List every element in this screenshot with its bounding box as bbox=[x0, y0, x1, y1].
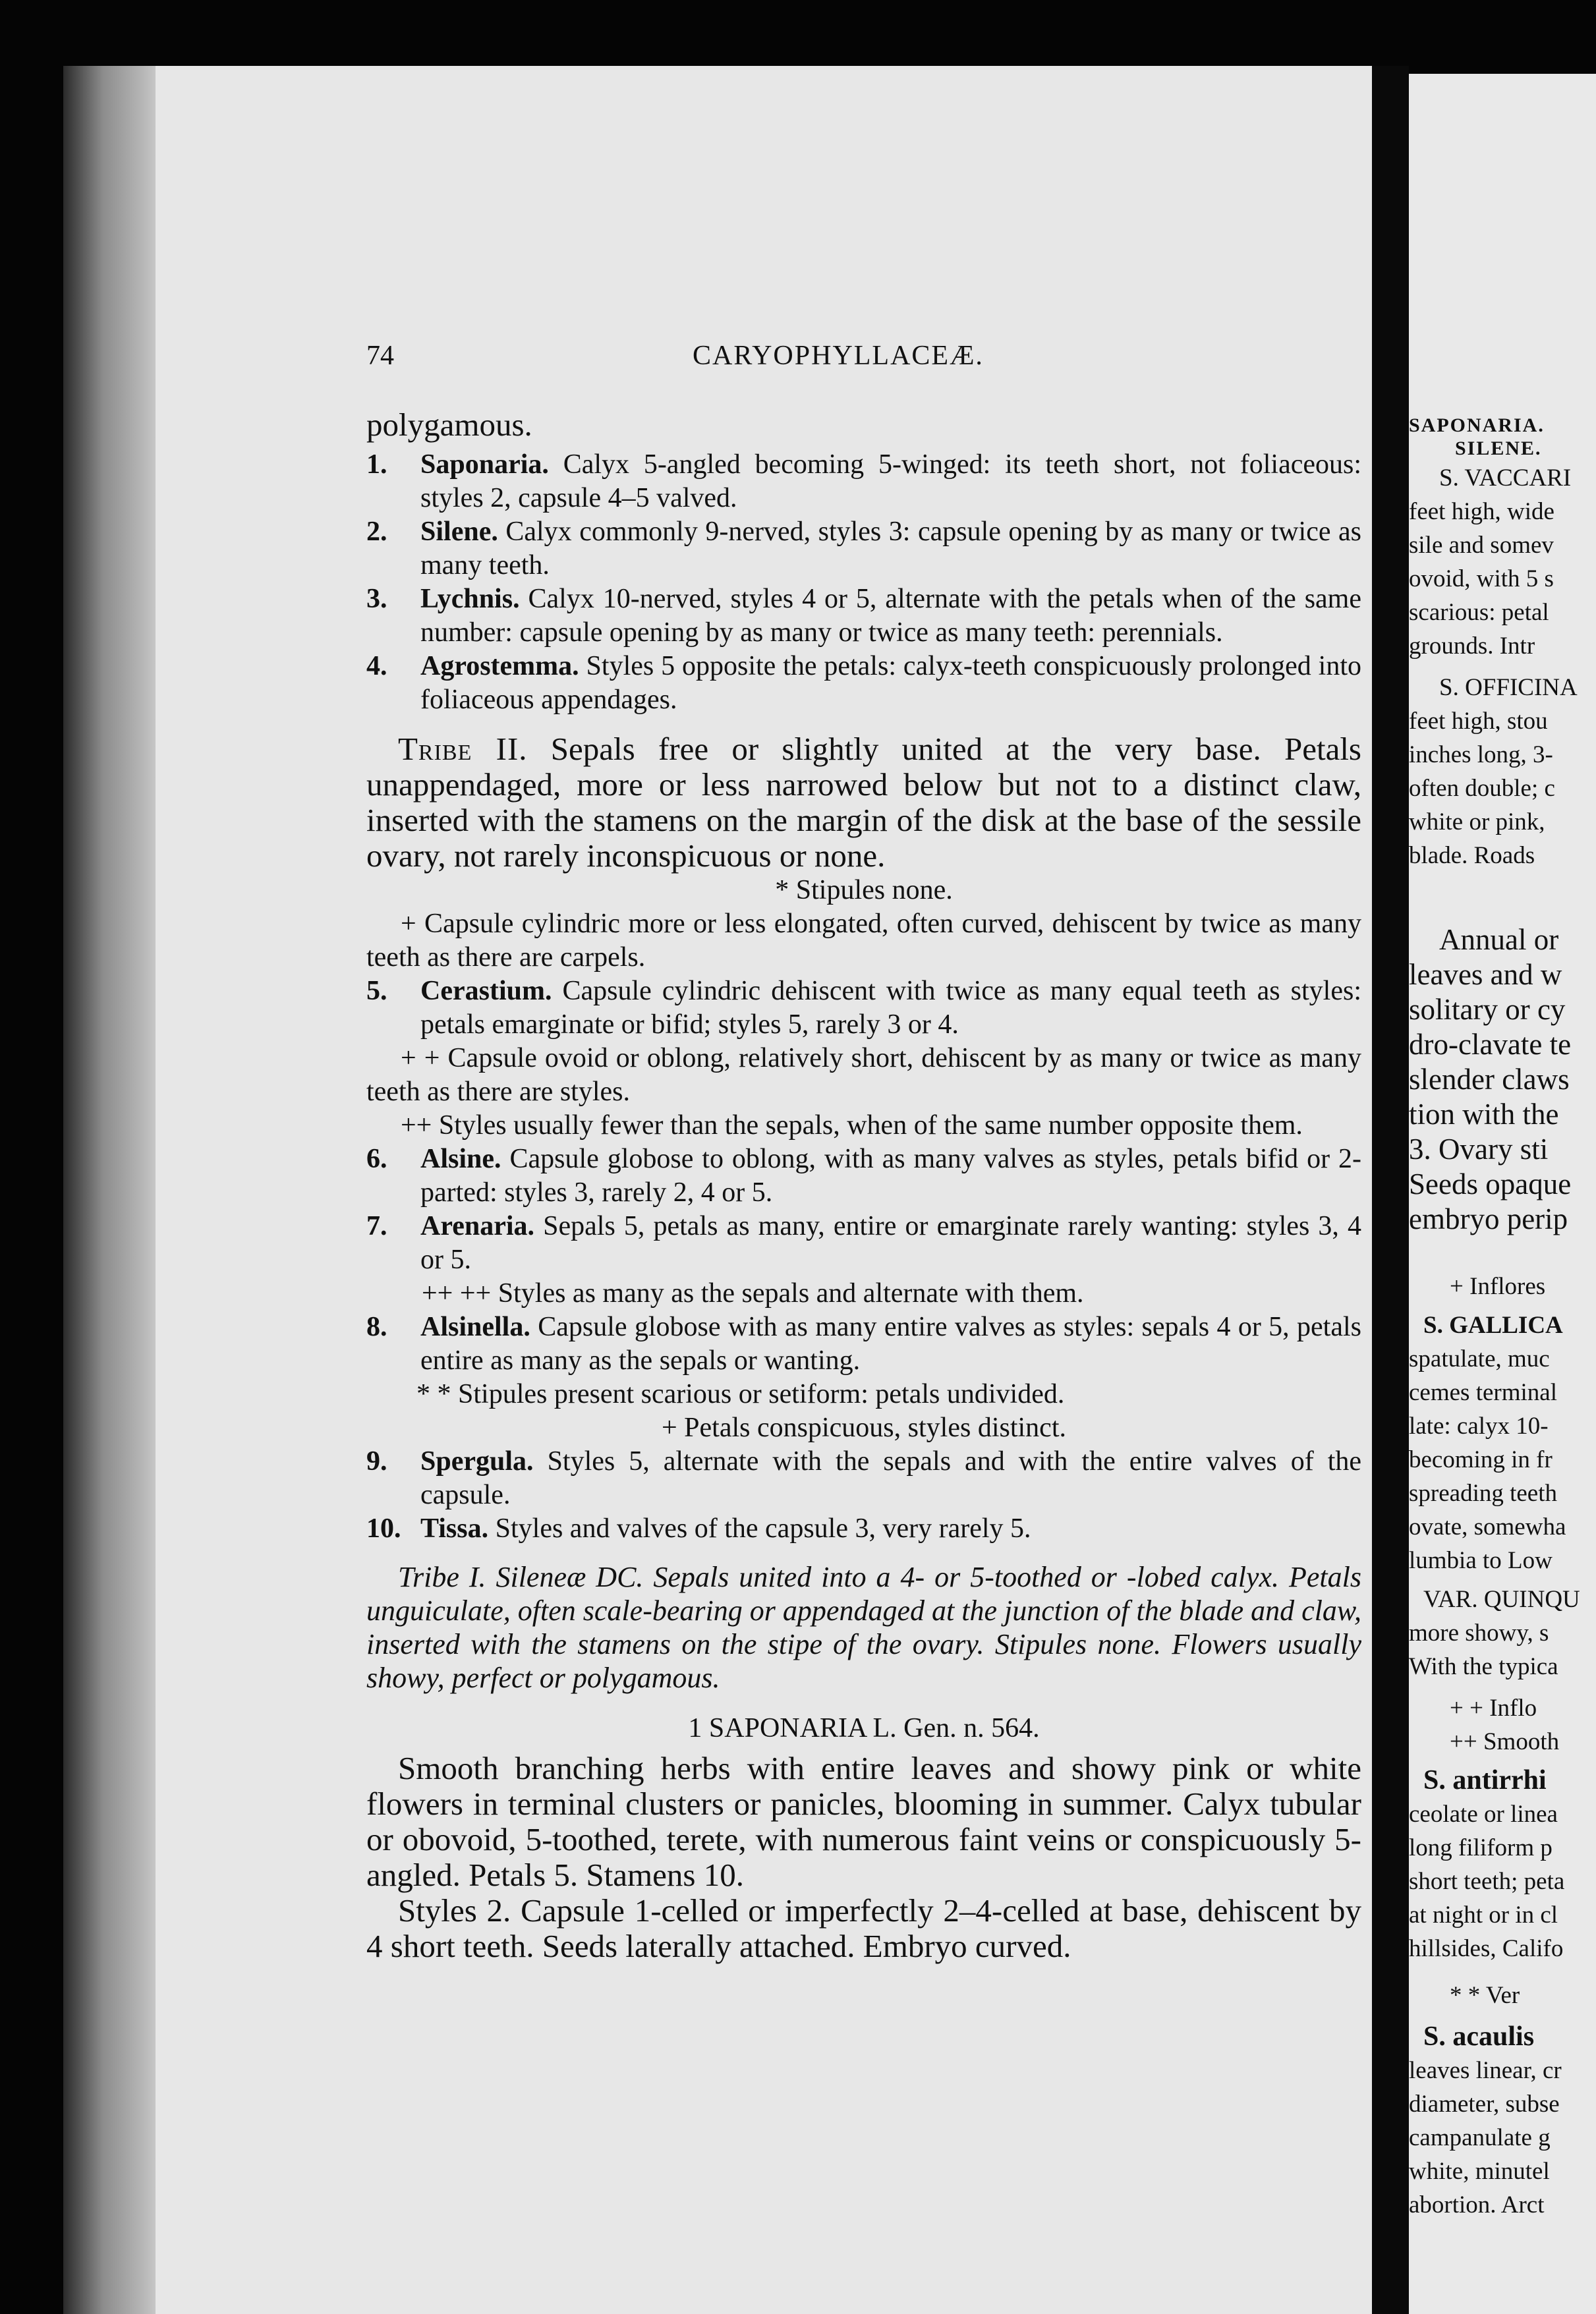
key-entry bbox=[366, 1512, 1361, 1546]
genus-name: Tissa. bbox=[420, 1513, 489, 1544]
next-line: ++ Smooth bbox=[1450, 1728, 1560, 1755]
key-text bbox=[420, 448, 1361, 515]
key-subheading-petals-conspicuous: + Petals conspicuous, styles distinct. bbox=[662, 1413, 1066, 1443]
key-text bbox=[420, 1210, 1361, 1277]
next-line: late: calyx 10- bbox=[1409, 1413, 1549, 1440]
next-line: spatulate, muc bbox=[1409, 1345, 1550, 1372]
tribe-i-paragraph bbox=[366, 1560, 1361, 1695]
next-line: blade. Roads bbox=[1409, 842, 1535, 869]
key-number: 10. bbox=[366, 1513, 401, 1544]
next-line: VAR. QUINQU bbox=[1423, 1586, 1580, 1613]
key-text bbox=[420, 1445, 1361, 1512]
next-line: cemes terminal bbox=[1409, 1379, 1557, 1406]
key-description: Styles and valves of the capsule 3, very rarely 5. bbox=[495, 1513, 1031, 1544]
next-line: tion with the bbox=[1409, 1098, 1559, 1131]
key-description: Capsule globose with as many entire valves as styles: sepals 4 or 5, petals entire as many as the sepals or wanting. bbox=[420, 1312, 1361, 1376]
next-line: scarious: petal bbox=[1409, 599, 1549, 626]
next-line: leaves and w bbox=[1409, 958, 1562, 991]
key-heading-stipules-present: * * Stipules present scarious or setiform: petals undivided. bbox=[416, 1379, 1065, 1409]
key-description: Styles 5 opposite the petals: calyx-teeth conspicuously prolonged into foliaceous appendages. bbox=[420, 651, 1361, 715]
key-number: 8. bbox=[366, 1312, 387, 1342]
next-line: diameter, subse bbox=[1409, 2091, 1560, 2118]
next-line: sile and somev bbox=[1409, 532, 1554, 559]
key-description: Calyx 5-angled becoming 5-winged: its teeth short, not foliaceous: styles 2, capsule 4–5 valved. bbox=[420, 449, 1362, 513]
page-body bbox=[366, 339, 1361, 1964]
next-line: feet high, stou bbox=[1409, 708, 1548, 735]
key-text bbox=[420, 582, 1361, 650]
next-line: abortion. Arct bbox=[1409, 2191, 1545, 2218]
running-head-title: CARYOPHYLLACEÆ. bbox=[693, 341, 984, 371]
key-text bbox=[420, 1143, 1361, 1210]
tribe-ii-text: Sepals free or slightly united at the very base. Petals unappendaged, more or less narrowed below but not to a distinct claw, inserted with the stamens on the margin of the disk at the base of the sessile ovary, not rarely inconspicuous or none. bbox=[366, 731, 1361, 874]
genus-name: Saponaria. bbox=[420, 449, 549, 480]
next-line: often double; c bbox=[1409, 775, 1555, 802]
key-entry bbox=[366, 1143, 1361, 1210]
next-line: feet high, wide bbox=[1409, 498, 1554, 525]
next-line: Seeds opaque bbox=[1409, 1168, 1572, 1200]
next-line: lumbia to Low bbox=[1409, 1547, 1553, 1574]
key-description: Calyx 10-nerved, styles 4 or 5, alternate with the petals when of the same number: capsule opening by as many or twice as many teeth: perennials. bbox=[420, 584, 1361, 648]
key-subheading-capsule-cylindric: + Capsule cylindric more or less elongated, often curved, dehiscent by twice as many teeth as there are carpels. bbox=[366, 909, 1361, 973]
tribe-i-text: Tribe I. Sileneæ DC. Sepals united into a 4- or 5-toothed or -lobed calyx. Petals unguiculate, often scale-bearing or appendaged at the junction of the blade and claw, inserted with the stamens on the stipe of the ovary. Stipules none. Flowers usually showy, perfect or polygamous. bbox=[366, 1561, 1361, 1694]
next-line: spreading teeth bbox=[1409, 1480, 1557, 1507]
page-number: 74 bbox=[366, 341, 394, 371]
key-subheading-capsule-ovoid: + + Capsule ovoid or oblong, relatively short, dehiscent by as many or twice as many teeth as there are styles. bbox=[366, 1043, 1361, 1107]
key-entry bbox=[366, 1311, 1361, 1378]
genus-name: Cerastium. bbox=[420, 976, 552, 1006]
genus-description: Smooth branching herbs with entire leaves and showy pink or white flowers in terminal clusters or panicles, blooming in summer. Calyx tubular or obovoid, 5-toothed, terete, with numerous faint veins or conspicuously 5-angled. Petals 5. Stamens 10. bbox=[366, 1750, 1361, 1893]
genus-name: Alsinella. bbox=[420, 1312, 530, 1342]
next-line: 3. Ovary sti bbox=[1409, 1133, 1549, 1166]
key-entry bbox=[366, 448, 1361, 515]
key-description: Calyx commonly 9-nerved, styles 3: capsule opening by as many or twice as many teeth. bbox=[420, 517, 1361, 580]
next-line: campanulate g bbox=[1409, 2124, 1551, 2151]
next-line: S. acaulis bbox=[1423, 2021, 1535, 2052]
key-description: Styles 5, alternate with the sepals and with the entire valves of the capsule. bbox=[420, 1446, 1362, 1510]
next-line: hillsides, Califo bbox=[1409, 1935, 1564, 1962]
key-number: 7. bbox=[366, 1211, 387, 1241]
genus-name: Agrostemma. bbox=[420, 651, 579, 681]
next-line: slender claws bbox=[1409, 1063, 1570, 1096]
next-page-text bbox=[1409, 415, 1596, 2222]
key-entry bbox=[366, 515, 1361, 582]
key-number: 5. bbox=[366, 976, 387, 1006]
key-number: 3. bbox=[366, 584, 387, 614]
next-line: SAPONARIA. bbox=[1409, 414, 1545, 436]
next-line: S. VACCARI bbox=[1439, 465, 1572, 492]
key-heading-stipules-none: * Stipules none. bbox=[775, 875, 953, 905]
key-description: Capsule globose to oblong, with as many valves as styles, petals bifid or 2-parted: styles 3, rarely 2, 4 or 5. bbox=[420, 1144, 1362, 1208]
genus-name: Silene. bbox=[420, 517, 498, 547]
next-line: S. OFFICINA bbox=[1439, 674, 1578, 701]
key-entry bbox=[366, 1445, 1361, 1512]
key-subheading-styles-fewer: ++ Styles usually fewer than the sepals, when of the same number opposite them. bbox=[401, 1110, 1303, 1141]
next-line: * * Ver bbox=[1450, 1982, 1520, 2009]
genus-description-continued: Styles 2. Capsule 1-celled or imperfectly 2–4-celled at base, dehiscent by 4 short teeth. Seeds laterally attached. Embryo curved. bbox=[366, 1892, 1361, 1964]
next-line: short teeth; peta bbox=[1409, 1868, 1565, 1895]
next-line: S. GALLICA bbox=[1423, 1312, 1563, 1339]
next-line: ovoid, with 5 s bbox=[1409, 565, 1554, 592]
page-right-fragment bbox=[1409, 74, 1596, 2314]
key-number: 6. bbox=[366, 1144, 387, 1174]
next-line: + + Inflo bbox=[1450, 1695, 1537, 1722]
genus-name: Spergula. bbox=[420, 1446, 534, 1477]
next-line: dro-clavate te bbox=[1409, 1028, 1572, 1061]
tribe-ii-label: Tribe II. bbox=[398, 731, 528, 767]
key-text bbox=[420, 974, 1361, 1042]
book-gutter bbox=[1372, 66, 1409, 2314]
genus-name: Alsine. bbox=[420, 1144, 501, 1174]
genus-name: Lychnis. bbox=[420, 584, 520, 614]
next-line: long filiform p bbox=[1409, 1834, 1553, 1861]
next-line: more showy, s bbox=[1409, 1620, 1549, 1647]
key-entry bbox=[366, 650, 1361, 717]
key-number: 4. bbox=[366, 651, 387, 681]
next-line: leaves linear, cr bbox=[1409, 2057, 1562, 2084]
next-line: With the typica bbox=[1409, 1653, 1558, 1680]
next-line: S. antirrhi bbox=[1423, 1765, 1547, 1795]
next-line: white, minutel bbox=[1409, 2158, 1550, 2185]
next-line: at night or in cl bbox=[1409, 1902, 1558, 1929]
key-entry bbox=[366, 974, 1361, 1042]
next-line: grounds. Intr bbox=[1409, 633, 1535, 660]
next-line: inches long, 3- bbox=[1409, 741, 1553, 768]
tribe-ii-paragraph bbox=[366, 731, 1361, 874]
key-description: Capsule cylindric dehiscent with twice as many equal teeth as styles: petals emarginate or bifid; styles 5, rarely 3 or 4. bbox=[420, 976, 1361, 1040]
key-description: Sepals 5, petals as many, entire or emarginate rarely wanting: styles 3, 4 or 5. bbox=[420, 1211, 1361, 1275]
key-entry bbox=[366, 1210, 1361, 1277]
next-line: embryo perip bbox=[1409, 1202, 1568, 1235]
next-line: SILENE. bbox=[1455, 437, 1542, 459]
key-subheading-styles-many: ++ ++ Styles as many as the sepals and alternate with them. bbox=[422, 1278, 1084, 1309]
next-line: becoming in fr bbox=[1409, 1446, 1553, 1473]
next-line: ceolate or linea bbox=[1409, 1801, 1558, 1828]
key-entry bbox=[366, 582, 1361, 650]
key-number: 2. bbox=[366, 517, 387, 547]
book-spine-edge bbox=[63, 66, 162, 2314]
genus-name: Arenaria. bbox=[420, 1211, 535, 1241]
key-number: 9. bbox=[366, 1446, 387, 1477]
next-line: Annual or bbox=[1439, 923, 1559, 956]
running-header bbox=[366, 339, 1361, 373]
next-line: ovate, somewha bbox=[1409, 1513, 1566, 1540]
genus-heading: 1 SAPONARIA L. Gen. n. 564. bbox=[688, 1713, 1040, 1743]
opening-line: polygamous. bbox=[366, 407, 532, 443]
key-text bbox=[420, 1512, 1361, 1546]
key-text bbox=[420, 650, 1361, 717]
next-line: + Inflores bbox=[1450, 1273, 1546, 1300]
key-text bbox=[420, 515, 1361, 582]
key-number: 1. bbox=[366, 449, 387, 480]
next-line: white or pink, bbox=[1409, 808, 1545, 835]
next-line: solitary or cy bbox=[1409, 993, 1566, 1026]
key-text bbox=[420, 1311, 1361, 1378]
